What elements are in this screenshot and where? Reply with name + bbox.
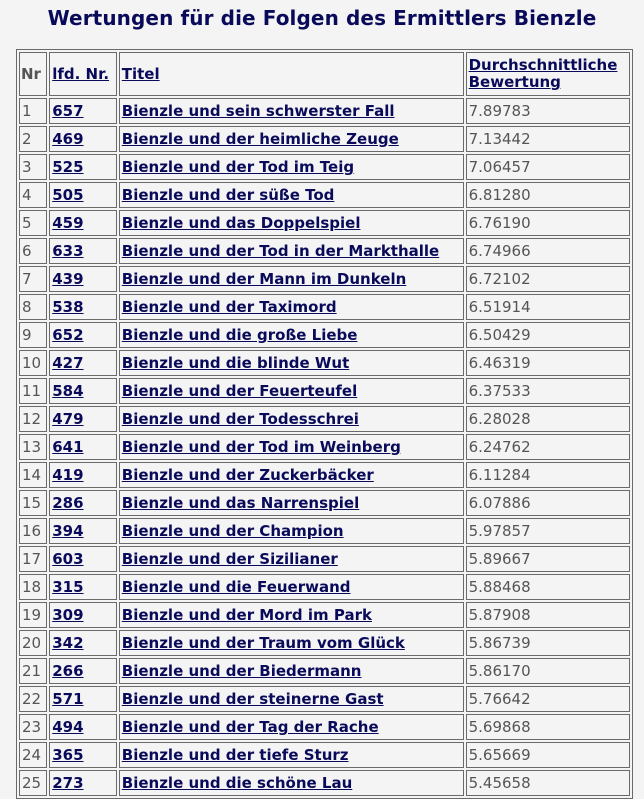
episode-number-link[interactable]: 315 [52,578,84,596]
rank-cell: 2 [19,126,47,152]
episode-title-link[interactable]: Bienzle und der Traum vom Glück [121,634,405,652]
episode-title-link[interactable]: Bienzle und der Feuerteufel [121,382,358,400]
rank-cell: 16 [19,518,47,544]
sort-titel-link[interactable]: Titel [121,65,160,83]
rating-cell: 7.13442 [466,126,630,152]
episode-number-cell [49,182,117,208]
title-cell [119,518,464,544]
episode-title-link[interactable]: Bienzle und der tiefe Sturz [121,746,349,764]
rank-cell: 1 [19,98,47,124]
title-cell [119,658,464,684]
table-row [19,322,630,348]
title-cell [119,742,464,768]
rank-cell: 15 [19,490,47,516]
episode-title-link[interactable]: Bienzle und die große Liebe [121,326,358,344]
rating-cell: 5.69868 [466,714,630,740]
rating-cell: 6.28028 [466,406,630,432]
header-nr: Nr [19,52,47,96]
table-row [19,686,630,712]
episode-title-link[interactable]: Bienzle und der Champion [121,522,344,540]
episode-number-cell [49,602,117,628]
table-row [19,98,630,124]
rank-cell: 9 [19,322,47,348]
table-row [19,210,630,236]
rank-cell: 7 [19,266,47,292]
rank-cell: 13 [19,434,47,460]
rank-cell: 19 [19,602,47,628]
table-row [19,238,630,264]
table-row [19,350,630,376]
rating-cell: 5.87908 [466,602,630,628]
table-row [19,630,630,656]
episode-number-link[interactable]: 479 [52,410,84,428]
episode-number-link[interactable]: 439 [52,270,84,288]
episode-number-link[interactable]: 342 [52,634,84,652]
episode-title-link[interactable]: Bienzle und der Sizilianer [121,550,338,568]
rating-header-line2: Bewertung [468,73,561,91]
episode-number-link[interactable]: 365 [52,746,84,764]
title-cell [119,126,464,152]
table-body [19,98,630,796]
episode-number-cell [49,490,117,516]
rank-cell: 17 [19,546,47,572]
episode-number-cell [49,266,117,292]
episode-number-cell [49,770,117,796]
table-row [19,490,630,516]
title-cell [119,238,464,264]
rank-cell: 11 [19,378,47,404]
rank-cell: 23 [19,714,47,740]
table-row [19,126,630,152]
rating-cell: 6.46319 [466,350,630,376]
episode-number-link[interactable]: 657 [52,102,84,120]
rating-cell: 5.86170 [466,658,630,684]
episode-number-cell [49,742,117,768]
ratings-table-container [16,49,633,799]
rank-cell: 12 [19,406,47,432]
rank-cell: 21 [19,658,47,684]
rank-cell: 20 [19,630,47,656]
rank-cell: 18 [19,574,47,600]
title-cell [119,266,464,292]
title-cell [119,182,464,208]
rating-cell: 6.51914 [466,294,630,320]
rating-cell: 6.72102 [466,266,630,292]
episode-number-cell [49,210,117,236]
episode-number-cell [49,574,117,600]
episode-number-link[interactable]: 394 [52,522,84,540]
episode-number-cell [49,154,117,180]
rating-cell: 6.11284 [466,462,630,488]
episode-number-cell [49,406,117,432]
ratings-table [16,49,633,799]
rank-cell: 25 [19,770,47,796]
rating-cell: 7.89783 [466,98,630,124]
episode-title-link[interactable]: Bienzle und der Mann im Dunkeln [121,270,407,288]
rank-cell: 24 [19,742,47,768]
episode-title-link[interactable]: Bienzle und die schöne Lau [121,774,353,792]
rank-cell: 8 [19,294,47,320]
episode-number-link[interactable]: 427 [52,354,84,372]
sort-lfd-nr-link[interactable]: lfd. Nr. [52,65,110,83]
episode-title-link[interactable]: Bienzle und der heimliche Zeuge [121,130,399,148]
episode-number-link[interactable]: 571 [52,690,84,708]
rating-cell: 6.76190 [466,210,630,236]
episode-number-link[interactable]: 538 [52,298,84,316]
table-row [19,770,630,796]
title-cell [119,210,464,236]
episode-number-link[interactable]: 525 [52,158,84,176]
rating-cell: 7.06457 [466,154,630,180]
table-row [19,714,630,740]
episode-number-link[interactable]: 494 [52,718,84,736]
episode-number-cell [49,714,117,740]
title-cell [119,630,464,656]
episode-number-link[interactable]: 633 [52,242,84,260]
table-row [19,406,630,432]
table-row [19,658,630,684]
rating-cell: 6.50429 [466,322,630,348]
episode-title-link[interactable]: Bienzle und die Feuerwand [121,578,351,596]
episode-number-link[interactable]: 266 [52,662,84,680]
episode-title-link[interactable]: Bienzle und der Mord im Park [121,606,372,624]
episode-number-link[interactable]: 505 [52,186,84,204]
episode-title-link[interactable]: Bienzle und der Tag der Rache [121,718,379,736]
episode-number-cell [49,518,117,544]
title-cell [119,350,464,376]
episode-title-link[interactable]: Bienzle und die blinde Wut [121,354,350,372]
episode-number-link[interactable]: 469 [52,130,84,148]
episode-number-cell [49,630,117,656]
title-cell [119,686,464,712]
episode-title-link[interactable]: Bienzle und der Tod im Weinberg [121,438,401,456]
rating-cell: 5.76642 [466,686,630,712]
rating-cell: 6.24762 [466,434,630,460]
rank-cell: 22 [19,686,47,712]
title-cell [119,154,464,180]
episode-title-link[interactable]: Bienzle und sein schwerster Fall [121,102,395,120]
table-row [19,378,630,404]
rank-cell: 14 [19,462,47,488]
rating-cell: 5.86739 [466,630,630,656]
rating-cell: 6.74966 [466,238,630,264]
episode-number-cell [49,126,117,152]
sort-rating-link[interactable] [469,57,618,91]
episode-number-cell [49,434,117,460]
episode-number-link[interactable]: 419 [52,466,84,484]
header-rating [466,52,630,96]
episode-number-link[interactable]: 273 [52,774,84,792]
episode-number-cell [49,294,117,320]
title-cell [119,574,464,600]
episode-title-link[interactable]: Bienzle und der Tod in der Markthalle [121,242,440,260]
table-row [19,182,630,208]
table-row [19,266,630,292]
table-row [19,294,630,320]
rank-cell: 6 [19,238,47,264]
episode-number-link[interactable]: 286 [52,494,84,512]
episode-number-cell [49,238,117,264]
title-cell [119,602,464,628]
episode-number-link[interactable]: 652 [52,326,84,344]
episode-number-cell [49,658,117,684]
episode-number-link[interactable]: 603 [52,550,84,568]
episode-number-link[interactable]: 641 [52,438,84,456]
rank-cell: 5 [19,210,47,236]
rating-cell: 5.97857 [466,518,630,544]
title-cell [119,98,464,124]
rating-cell: 5.88468 [466,574,630,600]
header-lfd-nr [49,52,117,96]
episode-title-link[interactable]: Bienzle und das Narrenspiel [121,494,360,512]
episode-title-link[interactable]: Bienzle und der Tod im Teig [121,158,355,176]
title-cell [119,294,464,320]
title-cell [119,770,464,796]
episode-title-link[interactable]: Bienzle und der süße Tod [121,186,335,204]
episode-number-cell [49,378,117,404]
rating-cell: 5.45658 [466,770,630,796]
title-cell [119,406,464,432]
rank-cell: 10 [19,350,47,376]
table-row [19,602,630,628]
title-cell [119,434,464,460]
title-cell [119,462,464,488]
table-row [19,574,630,600]
episode-number-cell [49,98,117,124]
episode-number-link[interactable]: 459 [52,214,84,232]
episode-title-link[interactable]: Bienzle und das Doppelspiel [121,214,361,232]
episode-number-cell [49,546,117,572]
table-row [19,434,630,460]
episode-number-cell [49,462,117,488]
title-cell [119,378,464,404]
episode-number-cell [49,350,117,376]
rank-cell: 3 [19,154,47,180]
table-row [19,154,630,180]
episode-title-link[interactable]: Bienzle und der Taximord [121,298,337,316]
table-row [19,462,630,488]
title-cell [119,714,464,740]
episode-number-cell [49,322,117,348]
episode-title-link[interactable]: Bienzle und der steinerne Gast [121,690,384,708]
episode-title-link[interactable]: Bienzle und der Biedermann [121,662,362,680]
table-row [19,742,630,768]
rating-cell: 5.65669 [466,742,630,768]
page-title: Wertungen für die Folgen des Ermittlers Bienzle [47,6,597,30]
episode-title-link[interactable]: Bienzle und der Zuckerbäcker [121,466,374,484]
episode-number-link[interactable]: 309 [52,606,84,624]
table-header-row [19,52,630,96]
rating-cell: 5.89667 [466,546,630,572]
rank-cell: 4 [19,182,47,208]
title-cell [119,546,464,572]
episode-number-cell [49,686,117,712]
table-row [19,546,630,572]
rating-cell: 6.81280 [466,182,630,208]
episode-title-link[interactable]: Bienzle und der Todesschrei [121,410,359,428]
title-cell [119,322,464,348]
table-row [19,518,630,544]
rating-cell: 6.07886 [466,490,630,516]
episode-number-link[interactable]: 584 [52,382,84,400]
title-cell [119,490,464,516]
rating-header-line1: Durchschnittliche [468,56,618,74]
rating-cell: 6.37533 [466,378,630,404]
header-titel [119,52,464,96]
